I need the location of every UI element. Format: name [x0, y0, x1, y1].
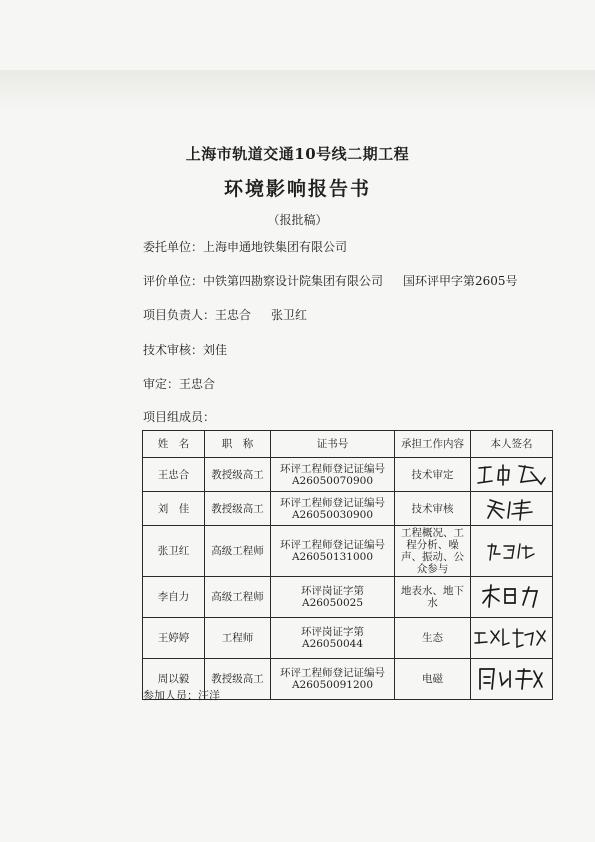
project-leader-line — [143, 306, 307, 323]
member-name: 李自力 — [143, 577, 205, 618]
approval-line: 审定：王忠合 — [143, 377, 216, 391]
project-members-table — [142, 430, 553, 700]
table-row — [143, 458, 553, 492]
table-row — [143, 618, 553, 659]
member-work: 技术审定 — [395, 458, 471, 492]
member-work: 地表水、地下水 — [395, 577, 471, 618]
evaluator-name: 评价单位：中铁第四勘察设计院集团有限公司 — [143, 274, 384, 288]
cert-number: A26050025 — [301, 597, 364, 609]
member-name: 张卫红 — [143, 526, 205, 577]
member-title: 工程师 — [205, 618, 271, 659]
member-signature — [471, 492, 553, 526]
handwritten-signature-icon — [475, 462, 549, 488]
cert-type: 环评工程师登记证编号 — [280, 496, 385, 509]
member-certificate — [271, 577, 395, 618]
cert-type: 环评岗证字第 — [301, 626, 364, 638]
table-row — [143, 526, 553, 577]
member-work: 电磁 — [395, 659, 471, 700]
member-work: 工程概况、工程分析、噪声、振动、公众参与 — [395, 526, 471, 577]
cert-number: A26050044 — [301, 638, 364, 650]
member-title: 高级工程师 — [205, 577, 271, 618]
member-title: 教授级高工 — [205, 659, 271, 700]
member-certificate — [271, 659, 395, 700]
members-label: 项目组成员： — [143, 410, 216, 424]
handwritten-signature-icon — [482, 496, 542, 522]
header-certificate: 证书号 — [271, 431, 395, 458]
member-title: 教授级高工 — [205, 458, 271, 492]
table-header-row — [143, 431, 553, 458]
header-name: 姓 名 — [143, 431, 205, 458]
report-draft-status: （报批稿） — [267, 213, 328, 227]
evaluator-line — [143, 272, 518, 289]
header-work: 承担工作内容 — [395, 431, 471, 458]
member-title: 高级工程师 — [205, 526, 271, 577]
cert-type: 环评岗证字第 — [301, 585, 364, 597]
handwritten-signature-icon — [482, 540, 542, 562]
client-line: 委托单位：上海申通地铁集团有限公司 — [143, 240, 348, 254]
member-certificate — [271, 458, 395, 492]
report-title-main: 环境影响报告书 — [223, 178, 371, 200]
member-name: 周以毅 — [143, 659, 205, 700]
member-name: 王婷婷 — [143, 618, 205, 659]
cert-number: A26050091200 — [291, 679, 374, 691]
header-title: 职 称 — [205, 431, 271, 458]
member-signature — [471, 618, 553, 659]
member-signature — [471, 659, 553, 700]
cert-number: A26050030900 — [291, 508, 374, 521]
participants-line: 参加人员：汪洋 — [143, 689, 220, 702]
member-work: 生态 — [395, 618, 471, 659]
cert-type: 环评工程师登记证编号 — [280, 539, 385, 551]
member-title: 教授级高工 — [205, 492, 271, 526]
license-number: 国环评甲字第2605号 — [403, 274, 518, 288]
member-signature — [471, 577, 553, 618]
handwritten-signature-icon — [476, 665, 548, 693]
member-name: 王忠合 — [143, 458, 205, 492]
cert-number: A26050070900 — [291, 474, 374, 487]
member-certificate — [271, 618, 395, 659]
member-signature — [471, 526, 553, 577]
cert-type: 环评工程师登记证编号 — [280, 667, 385, 679]
member-name: 刘 佳 — [143, 492, 205, 526]
member-signature — [471, 458, 553, 492]
cert-number: A26050131000 — [291, 551, 374, 563]
report-title-project: 上海市轨道交通10号线二期工程 — [185, 145, 410, 163]
handwritten-signature-icon — [473, 625, 551, 651]
member-work: 技术审核 — [395, 492, 471, 526]
handwritten-signature-icon — [479, 583, 545, 611]
table-row — [143, 492, 553, 526]
leader-1: 项目负责人：王忠合 — [143, 308, 252, 322]
tech-review-line: 技术审核：刘佳 — [143, 343, 228, 357]
cert-type: 环评工程师登记证编号 — [280, 462, 385, 475]
member-certificate — [271, 492, 395, 526]
header-signature: 本人签名 — [471, 431, 553, 458]
table-row — [143, 577, 553, 618]
member-certificate — [271, 526, 395, 577]
leader-2: 张卫红 — [271, 308, 308, 322]
